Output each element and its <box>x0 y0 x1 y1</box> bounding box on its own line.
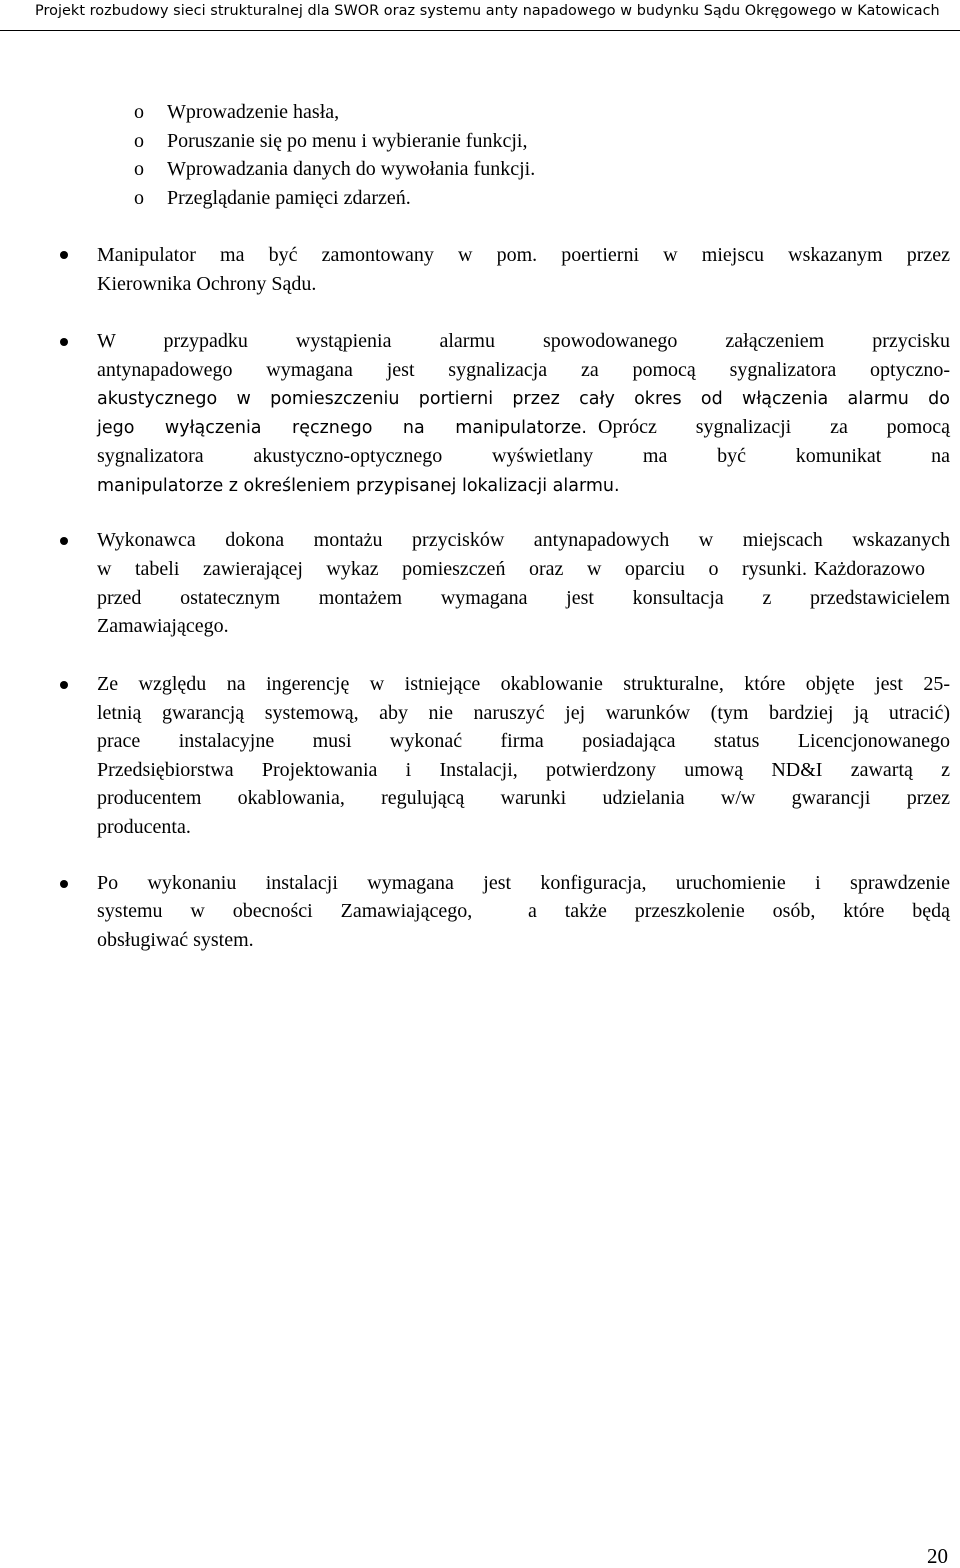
bullet-dot-icon <box>60 537 68 545</box>
paragraph-line: sygnalizatora akustyczno-optycznego wyświetlany ma być komunikat na <box>97 445 950 467</box>
list-item <box>0 155 960 184</box>
page-header <box>0 0 960 31</box>
paragraph-line: prace instalacyjne musi wykonać firma posiadająca status Licencjonowanego <box>97 730 950 752</box>
list-item-text: Poruszanie się po menu i wybieranie funkcji, <box>167 129 528 152</box>
paragraph-line: akustycznego w pomieszczeniu portierni przez cały okres od włączenia alarmu do <box>97 389 950 409</box>
bullet-marker: o <box>134 129 144 152</box>
paragraph-line: W przypadku wystąpienia alarmu spowodowanego załączeniem przycisku <box>97 330 950 352</box>
paragraph-line: Zamawiającego. <box>97 615 229 637</box>
header-title: Projekt rozbudowy sieci strukturalnej dla SWOR oraz systemu anty napadowego w budynku Sądu Okręgowego w Katowicach <box>35 3 940 19</box>
paragraph-line: w tabeli zawierającej wykaz pomieszczeń oraz w oparciu o rysunki. <box>97 558 807 580</box>
paragraph-line: Przedsiębiorstwa Projektowania i Instalacji, potwierdzony umową ND&I zawartą z <box>97 759 950 781</box>
bullet-dot-icon <box>60 880 68 888</box>
list-item-text: Wprowadzania danych do wywołania funkcji. <box>167 158 536 180</box>
paragraph-line: Po wykonaniu instalacji wymagana jest konfiguracja, uruchomienie i sprawdzenie <box>97 872 950 894</box>
paragraph-line: Oprócz sygnalizacji za pomocą <box>598 416 950 438</box>
list-item-text: Wprowadzenie hasła, <box>167 101 340 123</box>
bullet-dot-icon <box>60 681 68 689</box>
paragraph-line: Wykonawca dokona montażu przycisków antynapadowych w miejscach wskazanych <box>97 529 950 551</box>
bullet-marker: o <box>134 158 144 180</box>
paragraph-line: antynapadowego wymagana jest sygnalizacja za pomocą sygnalizatora optyczno- <box>97 359 950 381</box>
page-number: 20 <box>927 1544 948 1568</box>
bullet-marker: o <box>134 101 144 123</box>
paragraph-line: Kierownika Ochrony Sądu. <box>97 273 317 295</box>
paragraph-line: letnią gwarancją systemową, aby nie naruszyć jej warunków (tym bardziej ją utracić) <box>97 702 950 724</box>
sub-bullet-list <box>0 98 960 212</box>
bullet-marker: o <box>134 186 144 209</box>
paragraph-line: producenta. <box>97 816 191 838</box>
paragraph-line: obsługiwać system. <box>97 929 254 951</box>
list-item-text: Przeglądanie pamięci zdarzeń. <box>167 186 411 209</box>
paragraph-line: jego wyłączenia ręcznego na manipulatorze. <box>97 418 587 438</box>
list-item <box>0 184 960 213</box>
paragraph-line: Manipulator ma być zamontowany w pom. poertierni w miejscu wskazanym przez <box>97 244 950 266</box>
paragraph-line: Ze względu na ingerencję w istniejące okablowanie strukturalne, które objęte jest 25- <box>97 673 950 695</box>
paragraph-line: systemu w obecności Zamawiającego, a także przeszkolenie osób, które będą <box>97 900 950 922</box>
paragraph-line: Każdorazowo <box>814 558 926 580</box>
paragraph-line: przed ostatecznym montażem wymagana jest konsultacja z przedstawicielem <box>97 587 950 609</box>
bullet-dot-icon <box>60 251 68 259</box>
list-item <box>0 98 960 127</box>
bullet-dot-icon <box>60 338 68 346</box>
list-item <box>0 127 960 156</box>
paragraph-line: manipulatorze z określeniem przypisanej lokalizacji alarmu. <box>97 476 620 496</box>
paragraph-line: producentem okablowania, regulującą warunki udzielania w/w gwarancji przez <box>97 787 950 809</box>
